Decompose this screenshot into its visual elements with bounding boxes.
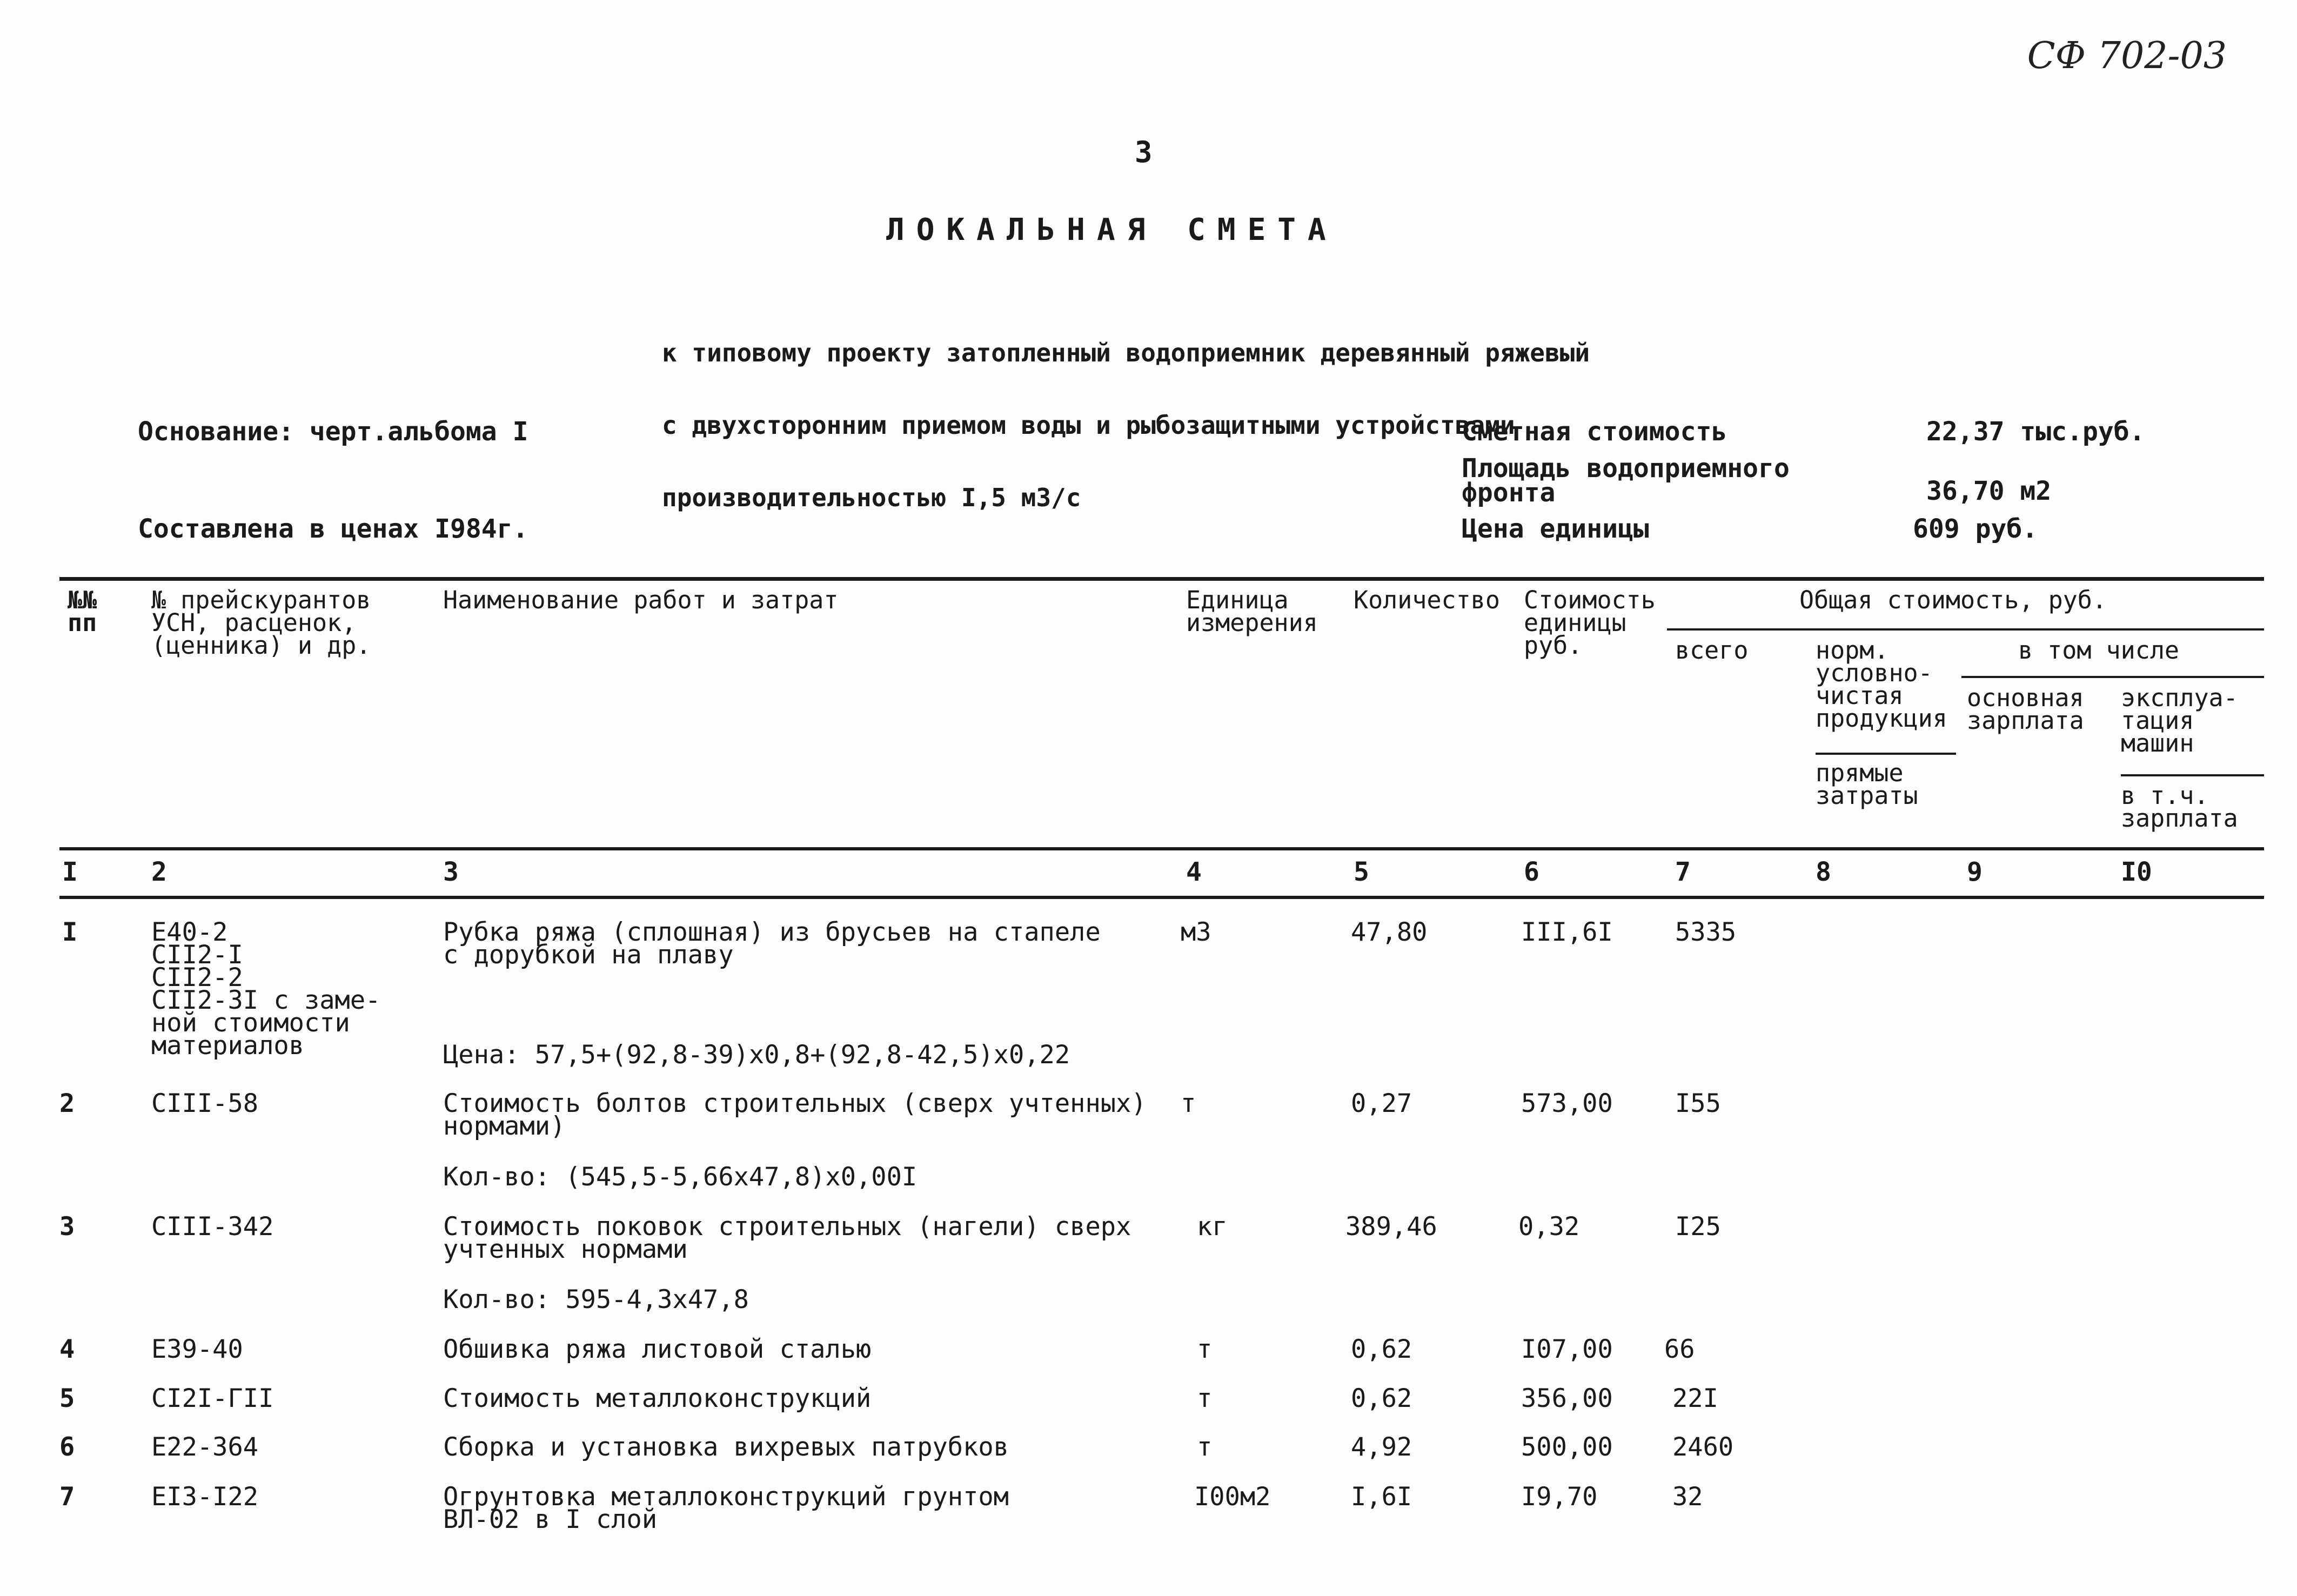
row-unit: т <box>1197 1384 1213 1413</box>
document-code: СФ 702-03 <box>2027 35 2227 77</box>
column-number: 4 <box>1186 857 1202 887</box>
row-quantity: 0,27 <box>1351 1089 1412 1118</box>
column-number: 3 <box>443 857 459 887</box>
header-unit-cost: Стоимость единицы руб. <box>1524 586 1656 660</box>
row-number: 5 <box>59 1384 75 1413</box>
row-quantity: 4,92 <box>1351 1432 1412 1462</box>
header-total-cost: Общая стоимость, руб. <box>1799 586 2107 614</box>
row-code: Е39-40 <box>151 1335 243 1364</box>
unit-price-value: 609 руб. <box>1913 514 2038 544</box>
row-name: Обшивка ряжа листовой сталью <box>443 1335 872 1364</box>
row-total: I25 <box>1675 1212 1721 1242</box>
row-unit: т <box>1197 1432 1213 1462</box>
row-code: ЕI3-I22 <box>151 1482 259 1512</box>
row-quantity: 47,80 <box>1351 917 1428 947</box>
column-number: I0 <box>2121 857 2152 887</box>
row-name: Сборка и установка вихревых патрубков <box>443 1432 1009 1462</box>
header-bottom-rule <box>59 847 2264 850</box>
header-incl-salary: в т.ч. зарплата <box>2121 781 2238 833</box>
row-unit: м3 <box>1181 917 1211 947</box>
row-code: СIII-58 <box>151 1089 259 1118</box>
row-quantity: 389,46 <box>1345 1212 1437 1242</box>
document-subtitle <box>662 291 1590 533</box>
header-unit: Единица измерения <box>1186 586 1318 637</box>
document-title: ЛОКАЛЬНАЯ СМЕТА <box>886 212 1338 247</box>
area-value: 36,70 м2 <box>1926 476 2052 506</box>
basis-text: Основание: черт.альбома I <box>138 417 528 447</box>
prices-text: Составлена в ценах I984г. <box>138 514 528 544</box>
row-unit-cost: 573,00 <box>1521 1089 1613 1118</box>
row-unit-cost: 356,00 <box>1521 1384 1613 1413</box>
row-name: Рубка ряжа (сплошная) из брусьев на стапеле с дорубкой на плаву <box>443 917 1101 970</box>
row-unit: I00м2 <box>1194 1482 1271 1512</box>
row-number: 4 <box>59 1335 75 1364</box>
row-unit-cost: I9,70 <box>1521 1482 1598 1512</box>
header-total: всего <box>1675 636 1749 665</box>
row-code: СI2I-ГII <box>151 1384 274 1413</box>
row-name: Стоимость поковок строительных (нагели) сверх учтенных нормами <box>443 1212 1131 1264</box>
row-total: 5335 <box>1675 917 1737 947</box>
row-quantity: I,6I <box>1351 1482 1412 1512</box>
row-number: 3 <box>59 1212 75 1242</box>
cost-label: Сметная стоимость <box>1462 417 1727 447</box>
row-note: Кол-во: 595-4,3х47,8 <box>443 1285 749 1315</box>
column-number: 6 <box>1524 857 1539 887</box>
row-unit: т <box>1197 1335 1213 1364</box>
row-unit-cost: 0,32 <box>1518 1212 1580 1242</box>
area-label-1: Площадь водоприемного <box>1462 453 1790 484</box>
row-total: 2460 <box>1672 1432 1734 1462</box>
header-machine-operation: эксплуа- тация машин <box>2121 683 2238 757</box>
row-number: I <box>62 917 78 947</box>
row-number: 2 <box>59 1089 75 1118</box>
row-code: СIII-342 <box>151 1212 274 1242</box>
subtitle-line: к типовому проекту затопленный водоприемник деревянный ряжевый <box>662 338 1590 367</box>
header-base-salary: основная зарплата <box>1967 683 2084 735</box>
row-number: 6 <box>59 1432 75 1462</box>
header-work-name: Наименование работ и затрат <box>443 586 839 614</box>
c10-split-rule <box>2121 774 2264 776</box>
page-number: 3 <box>1135 135 1153 169</box>
row-code: Е40-2 СII2-I СII2-2 СII2-3I с заме- ной стоимости материалов <box>151 917 381 1061</box>
row-name: Стоимость металлоконструкций <box>443 1384 872 1413</box>
row-name: Стоимость болтов строительных (сверх учтенных) нормами) <box>443 1089 1147 1141</box>
row-total: I55 <box>1675 1089 1721 1118</box>
row-number: 7 <box>59 1482 75 1512</box>
header-including: в том числе <box>2018 636 2180 665</box>
row-total: 22I <box>1672 1384 1718 1413</box>
column-number: 5 <box>1354 857 1369 887</box>
column-number: 2 <box>151 857 167 887</box>
column-number: 9 <box>1967 857 1983 887</box>
column-number: I <box>62 857 78 887</box>
row-unit-cost: 500,00 <box>1521 1432 1613 1462</box>
header-row-number: №№ пп <box>68 586 97 637</box>
total-header-rule <box>1667 628 2264 631</box>
row-unit: кг <box>1197 1212 1228 1242</box>
column-number: 8 <box>1816 857 1831 887</box>
subtitle-line: производительностью I,5 м3/с <box>662 483 1081 512</box>
table-top-rule <box>59 577 2264 581</box>
row-quantity: 0,62 <box>1351 1335 1412 1364</box>
cost-value: 22,37 тыс.руб. <box>1926 417 2145 447</box>
row-unit-cost: III,6I <box>1521 917 1613 947</box>
row-total: 32 <box>1672 1482 1703 1512</box>
row-quantity: 0,62 <box>1351 1384 1412 1413</box>
row-unit-cost: I07,00 <box>1521 1335 1613 1364</box>
header-pricelist: № прейскурантов УСН, расценок, (ценника) и др. <box>151 586 371 660</box>
row-note: Кол-во: (545,5-5,66х47,8)х0,00I <box>443 1162 918 1192</box>
header-direct-costs: прямые затраты <box>1816 759 1918 810</box>
subtitle-line: с двухсторонним приемом воды и рыбозащитными устройствами <box>662 411 1515 440</box>
row-name: Огрунтовка металлоконструкций грунтом ВЛ-02 в I слой <box>443 1482 1009 1534</box>
row-unit: т <box>1181 1089 1196 1118</box>
c8-split-rule <box>1816 753 1956 755</box>
colnum-bottom-rule <box>59 896 2264 899</box>
header-quantity: Количество <box>1354 586 1500 614</box>
unit-price-label: Цена единицы <box>1462 514 1649 544</box>
area-label-2: фронта <box>1462 478 1556 508</box>
incl-header-rule <box>1961 676 2264 678</box>
header-net-product: норм. условно- чистая продукция <box>1816 636 1947 733</box>
row-code: Е22-364 <box>151 1432 259 1462</box>
column-number: 7 <box>1675 857 1691 887</box>
row-note: Цена: 57,5+(92,8-39)х0,8+(92,8-42,5)х0,22 <box>443 1040 1070 1070</box>
row-total: 66 <box>1664 1335 1695 1364</box>
